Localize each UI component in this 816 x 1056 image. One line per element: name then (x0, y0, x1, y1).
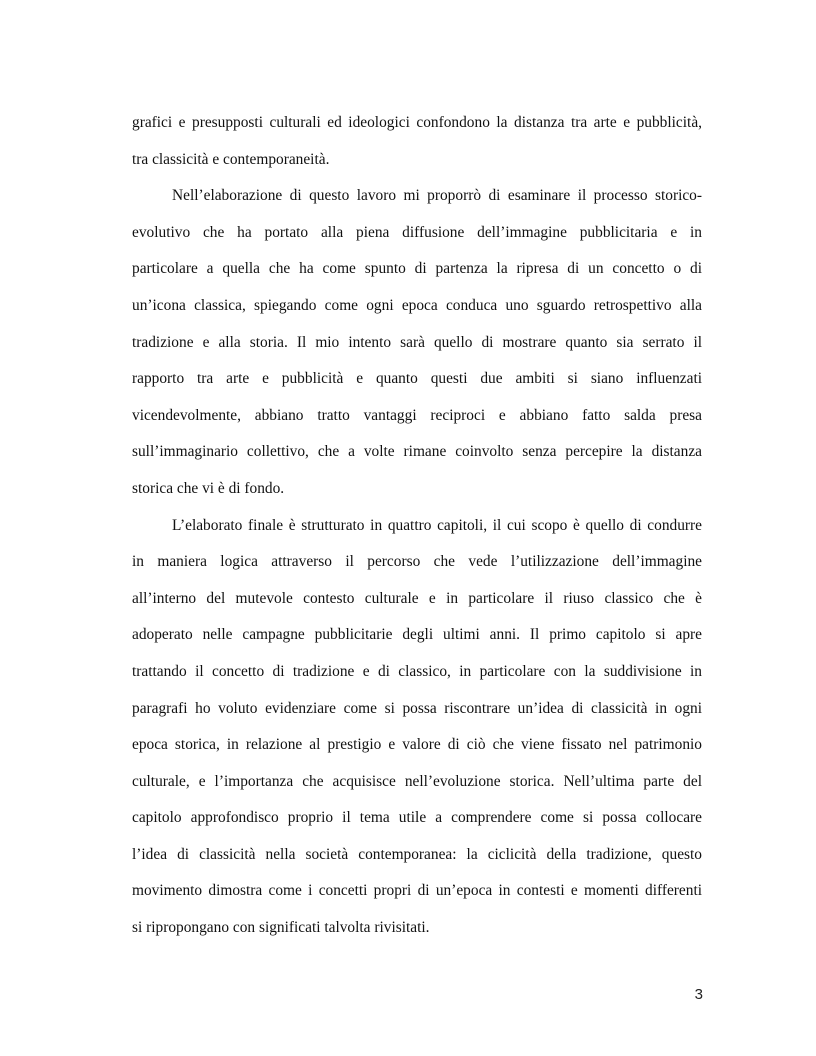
text-line: L’elaborato finale è strutturato in quattro capitoli, il cui scopo è quello di condurre (172, 516, 702, 534)
document-body (132, 105, 702, 947)
text-line: Nell’elaborazione di questo lavoro mi proporrò di esaminare il processo storico- (172, 187, 702, 205)
text-line: rapporto tra arte e pubblicità e quanto questi due ambiti si siano influenzati (132, 370, 702, 388)
text-line: movimento dimostra come i concetti propri di un’epoca in contesti e momenti differenti (132, 882, 702, 900)
text-line: sull’immaginario collettivo, che a volte rimane coinvolto senza percepire la distanza (132, 443, 702, 461)
text-line: culturale, e l’importanza che acquisisce nell’evoluzione storica. Nell’ultima parte del (132, 772, 702, 790)
text-line: grafici e presupposti culturali ed ideologici confondono la distanza tra arte e pubblicità, (132, 114, 702, 131)
text-line: vicendevolmente, abbiano tratto vantaggi reciproci e abbiano fatto salda presa (132, 406, 702, 424)
text-line: storica che vi è di fondo. (132, 479, 285, 497)
text-line: particolare a quella che ha come spunto di partenza la ripresa di un concetto o di (132, 260, 702, 278)
text-line: si ripropongano con significati talvolta rivisitati. (132, 919, 430, 937)
text-line: evolutivo che ha portato alla piena diffusione dell’immagine pubblicitaria e in (132, 223, 702, 241)
text-line: all’interno del mutevole contesto culturale e in particolare il riuso classico che è (132, 589, 702, 607)
text-line: trattando il concetto di tradizione e di classico, in particolare con la suddivisione in (132, 662, 702, 680)
page-number: 3 (694, 986, 703, 1003)
text-line: epoca storica, in relazione al prestigio e valore di ciò che viene fissato nel patrimonio (132, 736, 702, 754)
text-line: tra classicità e contemporaneità. (132, 150, 330, 168)
text-line: paragrafi ho voluto evidenziare come si possa riscontrare un’idea di classicità in ogni (132, 699, 702, 717)
text-line: l’idea di classicità nella società contemporanea: la ciclicità della tradizione, questo (132, 845, 702, 863)
text-line: tradizione e alla storia. Il mio intento sarà quello di mostrare quanto sia serrato il (132, 333, 702, 351)
text-line: un’icona classica, spiegando come ogni epoca conduca uno sguardo retrospettivo alla (132, 296, 702, 314)
text-line: capitolo approfondisco proprio il tema utile a comprendere come si possa collocare (132, 809, 702, 827)
text-line: in maniera logica attraverso il percorso che vede l’utilizzazione dell’immagine (132, 553, 702, 571)
text-line: adoperato nelle campagne pubblicitarie degli ultimi anni. Il primo capitolo si apre (132, 626, 702, 644)
